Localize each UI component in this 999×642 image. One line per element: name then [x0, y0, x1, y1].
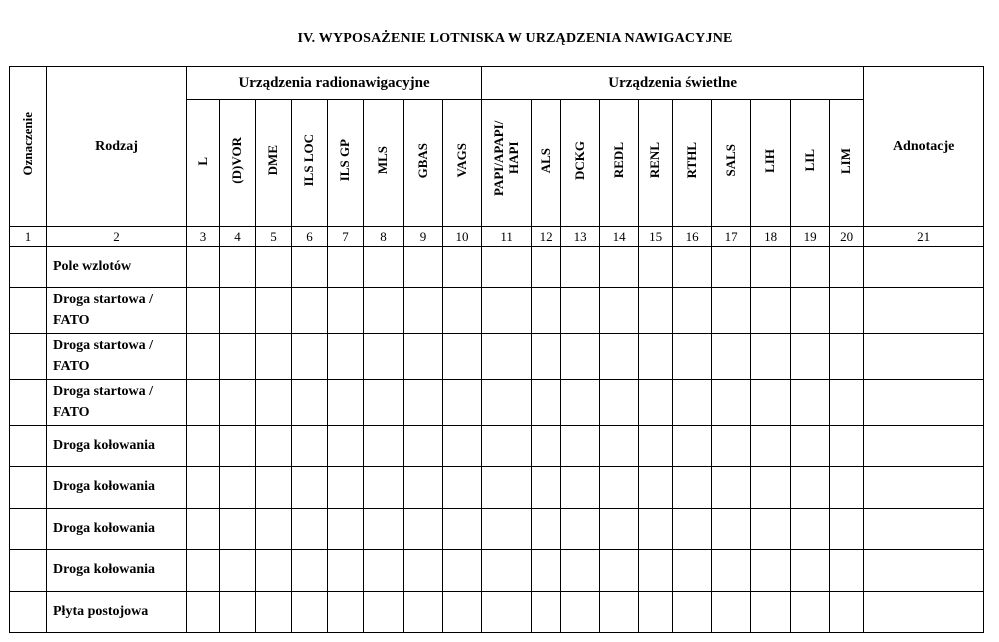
table-cell[interactable] — [561, 247, 600, 288]
column-number: 12 — [532, 227, 561, 247]
table-cell[interactable] — [187, 380, 220, 426]
table-cell[interactable] — [187, 288, 220, 334]
header-col-als — [532, 100, 561, 227]
table-cell[interactable] — [187, 467, 220, 509]
row-type-label: Droga startowa / — [53, 384, 154, 400]
table-row — [10, 334, 984, 380]
table-cell[interactable] — [220, 509, 256, 550]
header-col-ils-gp-label: ILS GP — [337, 139, 353, 182]
table-cell[interactable] — [328, 380, 364, 426]
column-number: 8 — [364, 227, 404, 247]
table-cell[interactable] — [712, 592, 751, 633]
table-cell[interactable] — [791, 509, 830, 550]
table-cell[interactable] — [864, 467, 984, 509]
column-number: 1 — [10, 227, 47, 247]
header-col-sals-label: SALS — [722, 144, 738, 177]
table-cell[interactable] — [10, 426, 47, 467]
table-cell[interactable] — [187, 247, 220, 288]
table-cell[interactable] — [751, 592, 791, 633]
table-cell[interactable] — [639, 509, 673, 550]
table-cell[interactable] — [600, 592, 639, 633]
table-cell[interactable] — [864, 426, 984, 467]
row-type-cell — [47, 426, 187, 467]
table-cell[interactable] — [712, 467, 751, 509]
table-cell[interactable] — [751, 247, 791, 288]
table-cell[interactable] — [830, 247, 864, 288]
table-cell[interactable] — [532, 247, 561, 288]
table-cell[interactable] — [404, 247, 443, 288]
header-col-rthl — [673, 100, 712, 227]
table-cell[interactable] — [292, 592, 328, 633]
row-type-cell — [47, 467, 187, 509]
header-oznaczenie — [10, 67, 47, 227]
table-cell[interactable] — [673, 426, 712, 467]
table-cell[interactable] — [328, 288, 364, 334]
table-row — [10, 509, 984, 550]
row-type-label-line2: FATO — [53, 358, 90, 374]
table-row — [10, 380, 984, 426]
row-type-cell — [47, 334, 187, 380]
table-cell[interactable] — [791, 247, 830, 288]
table-cell[interactable] — [364, 247, 404, 288]
table-cell[interactable] — [256, 380, 292, 426]
table-cell[interactable] — [187, 426, 220, 467]
table-cell[interactable] — [220, 467, 256, 509]
table-cell[interactable] — [791, 467, 830, 509]
row-type-cell — [47, 380, 187, 426]
table-cell[interactable] — [443, 509, 482, 550]
column-numbers-row — [10, 227, 984, 247]
table-cell[interactable] — [639, 247, 673, 288]
table-cell[interactable] — [864, 550, 984, 592]
header-adnotacje: Adnotacje — [864, 67, 984, 227]
table-cell[interactable] — [600, 467, 639, 509]
table-cell[interactable] — [256, 509, 292, 550]
header-col-dckg — [561, 100, 600, 227]
table-cell[interactable] — [864, 247, 984, 288]
header-col-rthl-label: RTHL — [683, 142, 699, 179]
table-row — [10, 467, 984, 509]
table-cell[interactable] — [532, 509, 561, 550]
table-cell[interactable] — [830, 467, 864, 509]
navigation-equipment-table — [9, 66, 984, 633]
table-cell[interactable] — [639, 550, 673, 592]
table-cell[interactable] — [751, 288, 791, 334]
table-cell[interactable] — [639, 380, 673, 426]
header-col-gbas — [404, 100, 443, 227]
table-cell[interactable] — [600, 380, 639, 426]
table-cell[interactable] — [443, 426, 482, 467]
table-cell[interactable] — [561, 288, 600, 334]
column-number: 6 — [292, 227, 328, 247]
table-cell[interactable] — [292, 247, 328, 288]
table-cell[interactable] — [256, 550, 292, 592]
header-col-vags-label: VAGS — [453, 143, 469, 178]
table-row — [10, 550, 984, 592]
column-number: 13 — [561, 227, 600, 247]
row-type-label: Droga startowa / — [53, 338, 154, 354]
column-number: 19 — [791, 227, 830, 247]
row-type-label: Płyta postojowa — [53, 603, 149, 619]
row-type-label-line2: FATO — [53, 404, 90, 420]
table-cell[interactable] — [482, 247, 532, 288]
row-type-cell — [47, 247, 187, 288]
table-cell[interactable] — [328, 247, 364, 288]
table-cell[interactable] — [256, 288, 292, 334]
table-cell[interactable] — [404, 288, 443, 334]
table-cell[interactable] — [328, 334, 364, 380]
row-type-label-line2: FATO — [53, 312, 90, 328]
table-cell[interactable] — [561, 426, 600, 467]
table-cell[interactable] — [443, 550, 482, 592]
table-cell[interactable] — [673, 467, 712, 509]
table-cell[interactable] — [328, 550, 364, 592]
table-cell[interactable] — [600, 509, 639, 550]
table-cell[interactable] — [639, 592, 673, 633]
table-cell[interactable] — [830, 550, 864, 592]
header-col-mls — [364, 100, 404, 227]
table-cell[interactable] — [532, 592, 561, 633]
table-cell[interactable] — [364, 509, 404, 550]
column-number: 11 — [482, 227, 532, 247]
table-cell[interactable] — [482, 467, 532, 509]
table-cell[interactable] — [364, 592, 404, 633]
table-cell[interactable] — [532, 550, 561, 592]
table-cell[interactable] — [600, 288, 639, 334]
table-cell[interactable] — [292, 467, 328, 509]
table-cell[interactable] — [187, 334, 220, 380]
table-cell[interactable] — [220, 288, 256, 334]
table-cell[interactable] — [673, 334, 712, 380]
column-number: 15 — [639, 227, 673, 247]
table-cell[interactable] — [712, 334, 751, 380]
table-cell[interactable] — [328, 426, 364, 467]
header-col-lim — [830, 100, 864, 227]
table-row — [10, 288, 984, 334]
table-cell[interactable] — [830, 334, 864, 380]
table-cell[interactable] — [482, 288, 532, 334]
table-cell[interactable] — [482, 592, 532, 633]
table-cell[interactable] — [10, 247, 47, 288]
table-cell[interactable] — [751, 426, 791, 467]
table-cell[interactable] — [443, 467, 482, 509]
header-col-lih — [751, 100, 791, 227]
header-col-mls-label: MLS — [375, 146, 391, 175]
table-cell[interactable] — [561, 592, 600, 633]
table-cell[interactable] — [292, 288, 328, 334]
header-oznaczenie-label: Oznaczenie — [19, 112, 35, 176]
table-cell[interactable] — [791, 288, 830, 334]
row-type-cell — [47, 509, 187, 550]
table-cell[interactable] — [220, 426, 256, 467]
table-cell[interactable] — [712, 550, 751, 592]
table-cell[interactable] — [830, 380, 864, 426]
table-cell[interactable] — [751, 550, 791, 592]
table-cell[interactable] — [404, 334, 443, 380]
table-cell[interactable] — [830, 509, 864, 550]
table-cell[interactable] — [256, 334, 292, 380]
row-type-label: Droga kołowania — [53, 562, 156, 578]
table-cell[interactable] — [712, 509, 751, 550]
header-col-dckg-label: DCKG — [571, 141, 587, 180]
column-number: 9 — [404, 227, 443, 247]
table-cell[interactable] — [532, 426, 561, 467]
table-cell[interactable] — [220, 380, 256, 426]
table-cell[interactable] — [673, 247, 712, 288]
column-number: 18 — [751, 227, 791, 247]
table-cell[interactable] — [364, 334, 404, 380]
table-cell[interactable] — [443, 592, 482, 633]
table-cell[interactable] — [673, 288, 712, 334]
table-cell[interactable] — [751, 380, 791, 426]
table-cell[interactable] — [639, 426, 673, 467]
table-cell[interactable] — [751, 467, 791, 509]
header-col-papi — [482, 100, 532, 227]
document-title: IV. WYPOSAŻENIE LOTNISKA W URZĄDZENIA NAWIGACYJNE — [297, 31, 733, 46]
table-cell[interactable] — [639, 334, 673, 380]
table-cell[interactable] — [187, 592, 220, 633]
table-cell[interactable] — [10, 467, 47, 509]
table-cell[interactable] — [187, 550, 220, 592]
row-type-label: Droga startowa / — [53, 292, 154, 308]
row-type-label: Pole wzlotów — [53, 258, 132, 274]
table-cell[interactable] — [328, 509, 364, 550]
header-col-lim-label: LIM — [838, 147, 854, 174]
table-cell[interactable] — [292, 380, 328, 426]
table-row — [10, 247, 984, 288]
column-number: 2 — [47, 227, 187, 247]
table-cell[interactable] — [10, 550, 47, 592]
header-radio-group: Urządzenia radionawigacyjne — [187, 67, 482, 100]
header-col-lil-label: LIL — [801, 149, 817, 172]
table-cell[interactable] — [404, 509, 443, 550]
header-col-dme — [256, 100, 292, 227]
table-cell[interactable] — [10, 592, 47, 633]
table-cell[interactable] — [673, 592, 712, 633]
column-number: 3 — [187, 227, 220, 247]
table-cell[interactable] — [561, 380, 600, 426]
row-type-cell — [47, 550, 187, 592]
table-cell[interactable] — [673, 550, 712, 592]
table-cell[interactable] — [712, 247, 751, 288]
row-type-label: Droga kołowania — [53, 437, 156, 453]
table-cell[interactable] — [561, 334, 600, 380]
header-col-dvor — [220, 100, 256, 227]
table-cell[interactable] — [864, 380, 984, 426]
table-cell[interactable] — [482, 426, 532, 467]
table-cell[interactable] — [791, 380, 830, 426]
table-cell[interactable] — [482, 380, 532, 426]
table-cell[interactable] — [712, 426, 751, 467]
header-col-ils-loc — [292, 100, 328, 227]
header-col-redl — [600, 100, 639, 227]
header-col-ils-gp — [328, 100, 364, 227]
header-col-l — [187, 100, 220, 227]
table-cell[interactable] — [364, 288, 404, 334]
table-cell[interactable] — [830, 592, 864, 633]
table-cell[interactable] — [751, 509, 791, 550]
column-number: 17 — [712, 227, 751, 247]
table-cell[interactable] — [328, 467, 364, 509]
table-cell[interactable] — [292, 550, 328, 592]
table-cell[interactable] — [10, 380, 47, 426]
table-cell[interactable] — [751, 334, 791, 380]
table-cell[interactable] — [712, 288, 751, 334]
header-col-vags — [443, 100, 482, 227]
header-col-gbas-label: GBAS — [414, 142, 430, 179]
column-number: 10 — [443, 227, 482, 247]
column-number: 5 — [256, 227, 292, 247]
table-row — [10, 426, 984, 467]
table-cell[interactable] — [482, 509, 532, 550]
table-cell[interactable] — [328, 592, 364, 633]
table-cell[interactable] — [220, 592, 256, 633]
navigation-equipment-table-wrapper — [9, 66, 984, 633]
table-cell[interactable] — [10, 334, 47, 380]
table-cell[interactable] — [600, 550, 639, 592]
table-cell[interactable] — [532, 334, 561, 380]
header-col-lih-label: LIH — [762, 148, 778, 173]
table-cell[interactable] — [404, 467, 443, 509]
table-cell[interactable] — [673, 509, 712, 550]
table-cell[interactable] — [639, 288, 673, 334]
table-cell[interactable] — [532, 467, 561, 509]
header-col-renl — [639, 100, 673, 227]
table-cell[interactable] — [712, 380, 751, 426]
column-number: 14 — [600, 227, 639, 247]
table-cell[interactable] — [791, 334, 830, 380]
header-col-lil — [791, 100, 830, 227]
table-cell[interactable] — [10, 509, 47, 550]
table-cell[interactable] — [482, 334, 532, 380]
table-cell[interactable] — [443, 334, 482, 380]
header-col-redl-label: REDL — [610, 142, 626, 179]
header-col-papi-label: PAPI/APAPI/ HAPI — [490, 120, 521, 196]
table-cell[interactable] — [864, 334, 984, 380]
table-cell[interactable] — [600, 247, 639, 288]
table-cell[interactable] — [292, 426, 328, 467]
header-col-l-label: L — [194, 157, 210, 166]
table-cell[interactable] — [256, 426, 292, 467]
table-cell[interactable] — [220, 334, 256, 380]
table-cell[interactable] — [404, 592, 443, 633]
table-cell[interactable] — [791, 592, 830, 633]
table-cell[interactable] — [292, 334, 328, 380]
table-cell[interactable] — [364, 380, 404, 426]
table-cell[interactable] — [600, 426, 639, 467]
header-col-ils-loc-label: ILS LOC — [301, 134, 317, 187]
header-col-renl-label: RENL — [647, 142, 663, 179]
row-type-cell — [47, 288, 187, 334]
column-number: 16 — [673, 227, 712, 247]
table-cell[interactable] — [639, 467, 673, 509]
column-number: 4 — [220, 227, 256, 247]
table-cell[interactable] — [364, 467, 404, 509]
table-cell[interactable] — [561, 467, 600, 509]
table-cell[interactable] — [364, 426, 404, 467]
table-cell[interactable] — [600, 334, 639, 380]
header-col-dme-label: DME — [265, 145, 281, 176]
table-cell[interactable] — [10, 288, 47, 334]
table-cell[interactable] — [187, 509, 220, 550]
table-cell[interactable] — [256, 592, 292, 633]
table-cell[interactable] — [364, 550, 404, 592]
table-cell[interactable] — [532, 288, 561, 334]
header-col-dvor-label: (D)VOR — [229, 137, 245, 184]
table-cell[interactable] — [864, 592, 984, 633]
table-cell[interactable] — [830, 426, 864, 467]
table-cell[interactable] — [443, 380, 482, 426]
table-cell[interactable] — [864, 509, 984, 550]
column-number: 21 — [864, 227, 984, 247]
table-cell[interactable] — [864, 288, 984, 334]
table-cell[interactable] — [220, 247, 256, 288]
table-cell[interactable] — [830, 288, 864, 334]
row-type-label: Droga kołowania — [53, 479, 156, 495]
table-cell[interactable] — [443, 247, 482, 288]
column-number: 20 — [830, 227, 864, 247]
table-cell[interactable] — [256, 467, 292, 509]
header-col-als-label: ALS — [537, 147, 553, 174]
table-cell[interactable] — [292, 509, 328, 550]
table-row — [10, 592, 984, 633]
table-cell[interactable] — [561, 550, 600, 592]
column-number: 7 — [328, 227, 364, 247]
table-cell[interactable] — [673, 380, 712, 426]
table-cell[interactable] — [561, 509, 600, 550]
table-cell[interactable] — [482, 550, 532, 592]
table-cell[interactable] — [256, 247, 292, 288]
header-rodzaj: Rodzaj — [47, 67, 187, 227]
header-col-sals — [712, 100, 751, 227]
table-cell[interactable] — [220, 550, 256, 592]
row-type-label: Droga kołowania — [53, 520, 156, 536]
table-cell[interactable] — [404, 380, 443, 426]
table-cell[interactable] — [404, 426, 443, 467]
header-light-group: Urządzenia świetlne — [482, 67, 864, 100]
table-cell[interactable] — [791, 550, 830, 592]
row-type-cell — [47, 592, 187, 633]
table-cell[interactable] — [443, 288, 482, 334]
table-cell[interactable] — [404, 550, 443, 592]
table-cell[interactable] — [791, 426, 830, 467]
table-cell[interactable] — [532, 380, 561, 426]
